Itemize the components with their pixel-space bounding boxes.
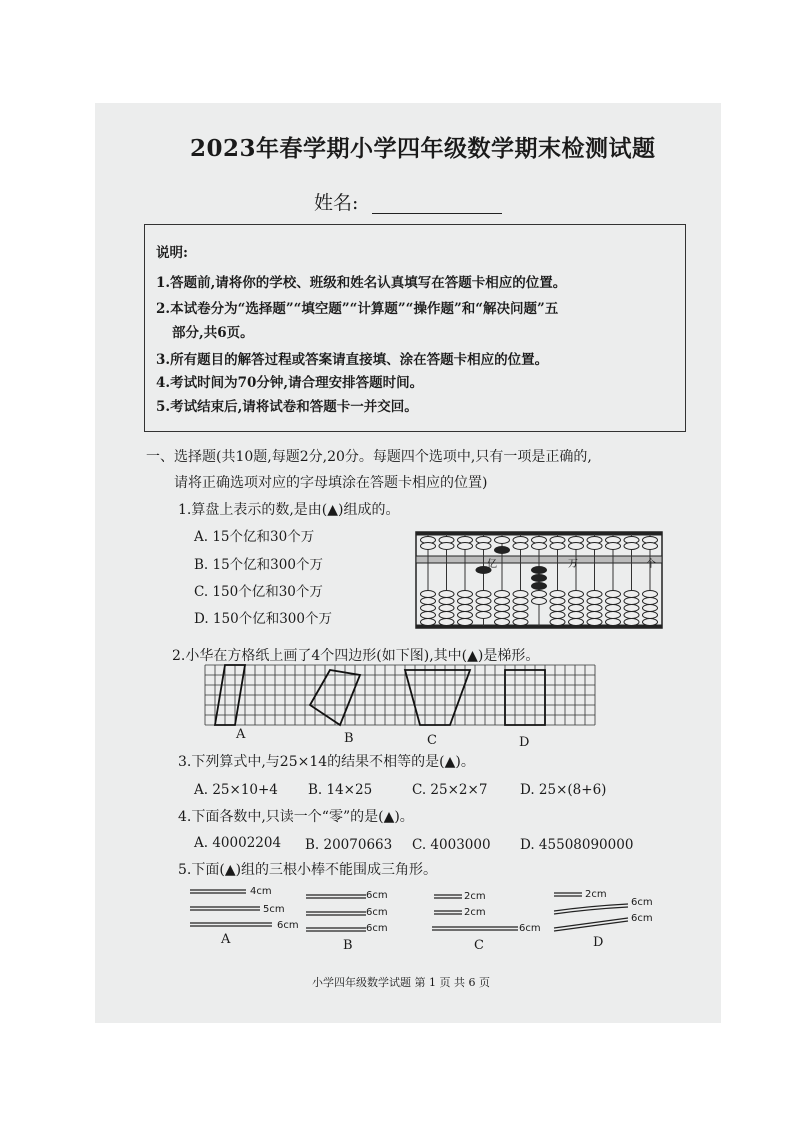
- stick-b-2-length: 6cm: [366, 907, 388, 918]
- section-1-heading: 一、选择题(共10题,每题2分,20分。每题四个选项中,只有一项是正确的,: [146, 449, 592, 465]
- instruction-line-5: 5.考试结束后,请将试卷和答题卡一并交回。: [156, 399, 418, 415]
- quad-label-d: D: [519, 735, 530, 750]
- quad-label-b: B: [344, 731, 354, 746]
- stick-b-1-length: 6cm: [366, 890, 388, 901]
- question-4-stem: 4.下面各数中,只读一个“零”的是(▲)。: [178, 809, 414, 825]
- stick-a-3-length: 6cm: [277, 920, 299, 931]
- stick-d-2-length: 6cm: [631, 897, 653, 908]
- stick-c-2-length: 2cm: [464, 907, 486, 918]
- question-1-option-c: C. 150个亿和30个万: [194, 584, 323, 600]
- grid-paper-figure: [205, 665, 595, 727]
- stick-group-c-label: C: [474, 938, 484, 953]
- stick-group-d-label: D: [593, 935, 604, 950]
- page-footer: 小学四年级数学试题 第 1 页 共 6 页: [312, 976, 490, 989]
- instruction-line-2: 2.本试卷分为“选择题”“填空题”“计算题”“操作题”和“解决问题”五: [156, 301, 559, 317]
- question-1-option-a: A. 15个亿和30个万: [194, 529, 315, 545]
- name-blank-line: [372, 213, 502, 214]
- stick-c-1-length: 2cm: [464, 891, 486, 902]
- instruction-line-3: 3.所有题目的解答过程或答案请直接填、涂在答题卡相应的位置。: [156, 352, 549, 368]
- question-3-stem: 3.下列算式中,与25×14的结果不相等的是(▲)。: [178, 754, 475, 770]
- question-2-stem: 2.小华在方格纸上画了4个四边形(如下图),其中(▲)是梯形。: [172, 648, 540, 664]
- quad-label-c: C: [427, 733, 437, 748]
- abacus-label-wan: 万: [568, 559, 578, 570]
- question-3-option-c: C. 25×2×7: [412, 782, 488, 798]
- abacus-label-yi: 亿: [487, 559, 497, 570]
- quad-label-a: A: [236, 727, 246, 742]
- question-3-option-d: D. 25×(8+6): [520, 782, 607, 798]
- stick-group-b: [304, 886, 404, 936]
- instructions-heading: 说明:: [156, 245, 188, 261]
- question-1-option-b: B. 15个亿和300个万: [194, 557, 323, 573]
- exam-title: 2023年春学期小学四年级数学期末检测试题: [190, 135, 656, 162]
- section-1-note: 请将正确选项对应的字母填涂在答题卡相应的位置): [174, 475, 488, 491]
- stick-group-b-label: B: [343, 938, 353, 953]
- question-4-option-d: D. 45508090000: [520, 837, 634, 853]
- instruction-line-4: 4.考试时间为70分钟,请合理安排答题时间。: [156, 375, 424, 391]
- abacus-figure: [416, 532, 662, 628]
- stick-c-3-length: 6cm: [519, 923, 541, 934]
- question-1-stem: 1.算盘上表示的数,是由(▲)组成的。: [178, 502, 400, 518]
- question-3-option-b: B. 14×25: [308, 782, 373, 798]
- instruction-line-1: 1.答题前,请将你的学校、班级和姓名认真填写在答题卡相应的位置。: [156, 275, 567, 291]
- question-3-option-a: A. 25×10+4: [194, 782, 278, 798]
- stick-b-3-length: 6cm: [366, 923, 388, 934]
- question-4-option-b: B. 20070663: [305, 837, 393, 853]
- question-5-stem: 5.下面(▲)组的三根小棒不能围成三角形。: [178, 862, 438, 878]
- stick-group-a-label: A: [221, 932, 231, 947]
- instruction-line-2-cont: 部分,共6页。: [172, 325, 254, 341]
- stick-d-1-length: 2cm: [585, 889, 607, 900]
- question-4-option-a: A. 40002204: [194, 835, 282, 851]
- question-1-option-d: D. 150个亿和300个万: [194, 611, 332, 627]
- abacus-label-ge: 个: [646, 559, 656, 570]
- name-label: 姓名:: [314, 192, 359, 214]
- stick-d-3-length: 6cm: [631, 913, 653, 924]
- stick-a-1-length: 4cm: [250, 886, 272, 897]
- question-4-option-c: C. 4003000: [412, 837, 491, 853]
- stick-a-2-length: 5cm: [263, 904, 285, 915]
